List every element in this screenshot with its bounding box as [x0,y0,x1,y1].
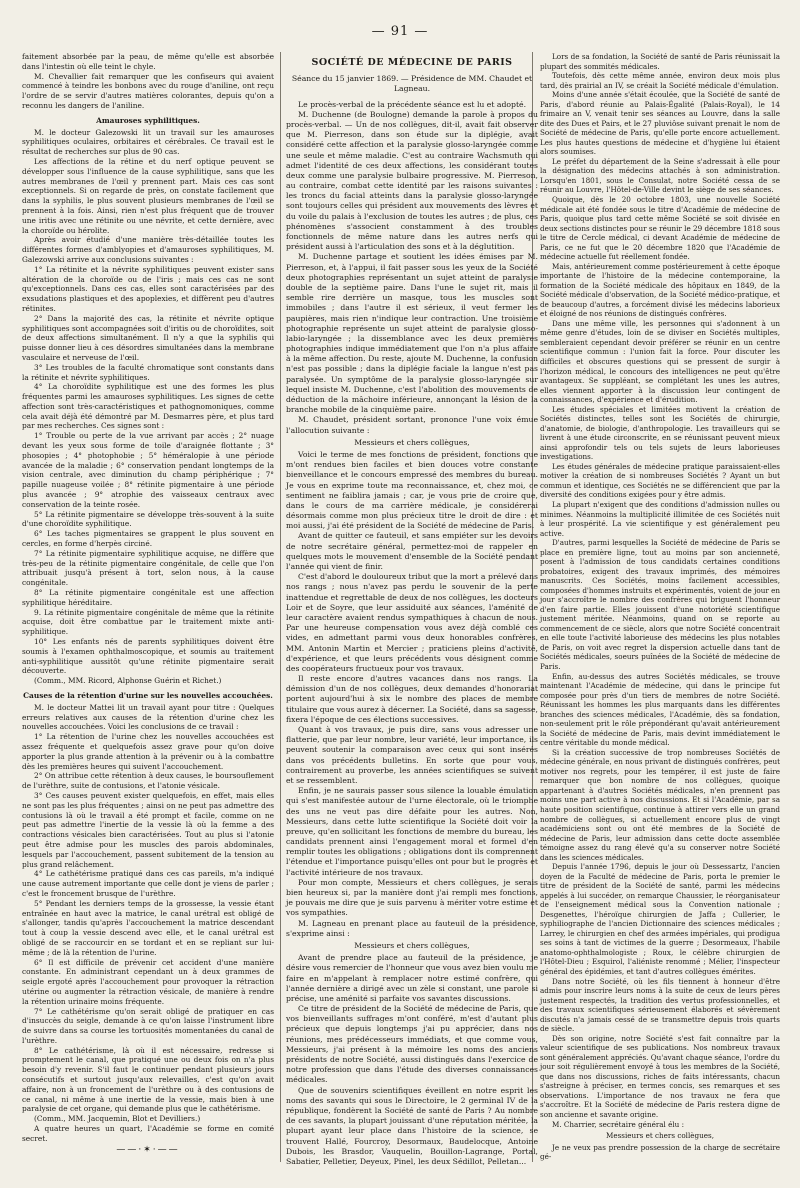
paragraph: 5° La rétinite pigmentaire se développe très-souvent à la suite d'une choroïdite syphilitique. [22,509,274,529]
paragraph: Que de souvenirs scientifiques éveillent en notre esprit les noms des savants qui sous le Directoire, le 2 germinal IV de la république, fondèrent la Société de santé de Paris ? Au nombre de ces savants, la plupart jouissant d'une réputation méritée, la plupart ayant leur place dans l'histoire de la science, se trouvent Hallé, Fourcroy, Desormaux, Baudelocque, Antoine Dubois, les Brasdor, Vauquelin, Bouillon-Lagrange, Portal, Sabatier, Pelletier, Deyeux, Pinel, les deux Sédillot, Pelletan... [286,1085,538,1166]
paragraph: M. le docteur Galezowski lit un travail sur les amauroses syphilitiques oculaires, orbitaires et cérébrales. Ce travail est le résultat de recherches sur plus de 90 cas. [22,127,274,157]
paragraph: 9. La rétinite pigmentaire congénitale de même que la rétinite acquise, doit être combattue par le traitement mixte anti-syphilitique. [22,607,274,637]
paragraph: Ce titre de président de la Société de médecine de Paris, que vos bienveillants suffrages m'ont conféré, m'est d'autant plus précieux que depuis longtemps j'ai pu apprécier, dans nos réunions, mes prédécesseurs immédiats, et que comme vous, Messieurs, j'ai présent à la mémoire les noms des anciens présidents de notre Société, aussi distingués dans l'exercice de notre profession que dans l'étude des diverses connaissances médicales. [286,1004,538,1085]
paragraph: Quant à vos travaux, je puis dire, sans vous adresser une flatterie, que par leur nombre, leur variété, leur importance, ils peuvent soutenir la comparaison avec ceux qui sont insérés dans vos précédents bulletins. En sorte que pour vous, contrairement au proverbe, les années scientifiques se suivent et se ressemblent. [286,725,538,785]
paragraph: Dans une même ville, les personnes qui s'adonnent à un même genre d'études, loin de se diviser en Sociétés multiples, sembleraient cependant devoir préférer se réunir en un centre scientifique commun : l'union fait la force. Pour discuter les difficiles et obscures questions qui se pressent de surgir à l'horizon médical, le concours des intelligences ne peut qu'être avantageux. Se suppléant, se complétant les unes les autres, elles viennent apporter à la discussion leur contingent de connaissances, d'expérience et d'érudition. [540,318,780,405]
paragraph: Enfin, je ne saurais passer sous silence la louable émulation qui s'est manifestée autour de l'urne électorale, où le triomphe des uns ne veut pas dire défaite pour les autres. Non, Messieurs, dans cette lutte scientifique la Société doit voir la preuve, qu'en sollicitant les fonctions de membre du bureau, les candidats prennent ainsi l'engagement moral et formel d'en remplir toutes les obligations ; obligations dont ils comprennent l'étendue et l'importance puisqu'elles ont pour but le progrès et l'activité intérieure de nos travaux. [286,786,538,877]
paragraph: 1° Trouble ou perte de la vue arrivant par accès ; 2° nuage devant les yeux sous forme de toile d'araignée flottante ; 3° phosopies ; 4° photophobie ; 5° héméralopie à une période avancée de la maladie ; 6° conservation pendant longtemps de la vision centrale, avec diminution du champ périphérique ; 7° papille nuageuse voilée ; 8° rétinite pigmentaire à une période plus avancée ; 9° atrophie des vaisseaux centraux avec conservation de la teinte rosée. [22,431,274,509]
paragraph: 1° La rétinite et la névrite syphilitiques peuvent exister sans altération de la choroïde ou de l'iris ; mais ces cas ne sont qu'exceptionnels. Dans ces cas, elles sont caractérisées par des exsudations plastiques et des apoplexies, et diffèrent peu d'autres rétinites. [22,264,274,313]
paragraph: M. Lagneau en prenant place au fauteuil de la présidence, s'exprime ainsi : [286,918,538,938]
paragraph: 3° Ces causes peuvent exister quelquefois, en effet, mais elles ne sont pas les plus fréquentes ; ainsi on ne peut pas admettre des contusions là où le travail a été prompt et facile, comme on ne peut pas admettre l'inertie de la vessie là où la femme a des contractions vésicales bien caractérisées. Tout au plus si l'atonie peut être admise pour les muscles des parois abdominales, lesquels par l'accouchement, passent subitement de la tension au plus grand relâchement. [22,790,274,869]
paragraph: M. le docteur Mattei lit un travail ayant pour titre : Quelques erreurs relatives aux causes de la rétention d'urine chez les nouvelles accouchées. Voici les conclusions de ce travail : [22,702,274,732]
meeting-line: Séance du 15 janvier 1869. — Présidence de MM. Chaudet et Lagneau. [291,74,533,94]
section-title-retention: Causes de la rétention d'urine sur les nouvelles accouchées. [23,691,273,700]
salutation: Messieurs et chers collègues, [606,1131,714,1141]
paragraph: 7° Le cathétérisme qu'on serait obligé de pratiquer en cas d'insuccès du seigle, demande à ce qu'on laisse l'instrument libre de suivre dans sa course les tortuosités momentanées du canal de l'urèthre. [22,1006,274,1045]
paragraph: faitement absorbée par la peau, de même qu'elle est absorbée dans l'intestin où elle teint le chyle. [22,52,274,71]
paragraph: 6° Les taches pigmentaires se grappent le plus souvent en cercles, en forme d'herpès circiné. [22,529,274,549]
paragraph: Le procès-verbal de la précédente séance est lu et adopté. [298,99,527,109]
paragraph: Lors de sa fondation, la Société de santé de Paris réunissait la plupart des sommités médicales. [540,52,780,71]
paragraph: Voici le terme de mes fonctions de président, fonctions que m'ont rendues bien faciles et bien douces votre constante bienveillance et le concours empressé des membres du bureau. Je vous en exprime toute ma reconnaissance, et, chez moi, ce sentiment ne faiblira jamais ; car, je vous prie de croire que, dans le cours de ma carrière médicale, je considérerai désormais comme mon plus précieux titre le droit de dire : et moi aussi, j'ai été président de la Société de médecine de Paris. [286,449,538,531]
paragraph: Mais, antérieurement comme postérieurement à cette époque importante de l'histoire de la médecine contemporaine, la formation de la Société médicale des hôpitaux en 1849, de la Société médicale d'observation, de la Société médico-pratique, et de beaucoup d'autres, a forcément divisé les médecins laborieux et éloigné de nos réunions de distingués confrères. [540,261,780,319]
paragraph: 8° Le cathétérisme, là où il est nécessaire, redresse si promptement le canal, que pratiqué une ou deux fois on n'a plus besoin d'y revenir. S'il faut le continuer pendant plusieurs jours consécutifs et surtout jusqu'aux relevailles, c'est qu'on avait affaire, non à un froncement de l'urèthre ou à des contusions de ce canal, ni même à une inertie de la vessie, mais bien à une paralysie de cet organe, qui demande plus que le cathétérisme. [22,1045,274,1114]
salutation: Messieurs et chers collègues, [354,437,470,447]
paragraph: M. Chevallier fait remarquer que les confiseurs qui avaient commencé à teindre les bonbons avec du rouge d'aniline, ont reçu l'ordre de se servir d'autres matières colorantes, depuis qu'on a reconnu les dangers de l'aniline. [22,71,274,110]
paragraph: 2° On attribue cette rétention à deux causes, le boursouflement de l'urèthre, suite de contusions, et l'atonie vésicale. [22,771,274,791]
paragraph: 8° La rétinite pigmentaire congénitale est une affection syphilitique héréditaire. [22,588,274,607]
paragraph: 1° La rétention de l'urine chez les nouvelles accouchées est assez fréquente et quelquefois assez grave pour qu'on doive apporter la plus grande attention à la prévenir ou à la combattre dès les premières heures qui suivent l'accouchement. [22,732,274,771]
paragraph: (Comm., MM. Ricord, Alphonse Guérin et Richet.) [34,676,222,686]
paragraph: Quoique, dès le 20 octobre 1803, une nouvelle Société médicale ait été fondée sous le titre d'Académie de médecine de Paris, quoique plus tard cette même Société se soit divisée en deux sections distinctes pour se réunir le 29 décembre 1818 sous le titre de Cercle médical, ci devant Académie de médecine de Paris, ce ne fut que le 20 décembre 1820 que l'Académie de médecine actuelle fut réellement fondée. [540,194,780,262]
paragraph: Le préfet du département de la Seine s'adressait à elle pour la désignation des médecins attachés à son administration. Lorsqu'en 1801, sous le Consulat, notre Société cessa de se réunir au Louvre, l'Hôtel-de-Ville devint le siège de ses séances. [540,156,780,195]
paragraph: Avant de quitter ce fauteuil, et sans empiéter sur les devoirs de notre secrétaire général, permettez-moi de rappeler en quelques mots le mouvement d'ensemble de la Société pendant l'année qui vient de finir. [286,531,538,571]
paragraph: Les études spéciales et limitées motivent la création de Sociétés distinctes, telles sont les Sociétés de chirurgie, d'anatomie, de biologie, d'anthropologie. Les travailleurs qui se livrent à une étude circonscrite, en se réunissant peuvent mieux ainsi approfondir tels ou tels sujets de leurs laborieuses investigations. [540,404,780,462]
paragraph: 2° Dans la majorité des cas, la rétinite et névrite optique syphilitiques sont accompagnées soit d'iritis ou de choroïdites, soit de deux affections simultanément. Il n'y a que la syphilis qui puisse donner lieu à ces désordres simultanées dans la membrane vasculaire et nerveuse de l'œil. [22,313,274,362]
paragraph: 4° Le cathétérisme pratiqué dans ces cas pareils, m'a indiqué une cause autrement importante que celle dont je viens de parler ; c'est le froncement brusque de l'urèthre. [22,869,274,898]
society-title: SOCIÉTÉ DE MÉDECINE DE PARIS [311,57,513,68]
paragraph: Je ne veux pas prendre possession de la charge de secrétaire gé- [540,1142,780,1162]
paragraph: (Comm., MM. Jacquemin, Blot et Devilliers.) [34,1114,201,1124]
page-number: — 91 — [371,24,429,39]
paragraph: Dès son origine, notre Société s'est fait connaître par la valeur scientifique de ses publications. Nos nombreux travaux sont généralement appréciés. Qu'avant chaque séance, l'ordre du jour soit régulièrement envoyé à tous les membres de la Société, que dans nos discussions, riches de faits intéressants, chacun s'astreigne à préciser, en termes concis, ses remarques et ses observations. L'importance de nos travaux ne fera que s'accroître. Et la Société de médecine de Paris restera digne de son ancienne et savante origine. [540,1033,780,1119]
paragraph: Les études générales de médecine pratique paraissaient-elles motiver la création de si nombreuses Sociétés ? Ayant un but commun et identique, ces Sociétés ne se différencient que par la diversité des conditions exigées pour y être admis. [540,461,780,500]
paragraph: D'autres, parmi lesquelles la Société de médecine de Paris se place en première ligne, tout au moins par son ancienneté, posent à l'admission de tous candidats certaines conditions probatoires, exigent des travaux imprimés, des mémoires manuscrits. Ces Sociétés, moins facilement accessibles, composées d'hommes instruits et expérimentés, voient de jour en jour s'accroître le nombre des confrères qui briguent l'honneur d'en faire partie. Elles jouissent d'une notoriété scientifique justement méritée. Néanmoins, quand on se reporte au commencement de ce siècle, alors que notre Société concentrait en elle toute l'activité laborieuse des médecins les plus notables de Paris, on voit avec regret la dispersion actuelle dans tant de Sociétés médicales, soeurs puînées de la Société de médecine de Paris. [540,538,780,671]
paragraph: 10° Les enfants nés de parents syphilitiques doivent être soumis à l'examen ophthalmoscopique, et soumis au traitement anti-syphilitique aussitôt qu'une rétinite pigmentaire serait découverte. [22,637,274,676]
column-divider-left [280,52,281,1162]
paragraph: M. Duchenne (de Boulogne) demande la parole à propos du procès-verbal. — Un de nos collègues, dit-il, avait fait observer que M. Pierreson, dans son étude sur la diplégie, avait considéré cette affection et la paralysie glosso-laryngée comme une seule et même maladie. C'est au contraire Wachsmuth qui admet l'identité de ces deux affections, les considérant toutes deux comme une paralysie bulbaire progressive. M. Pierreson, au contraire, combat cette identité par les raisons suivantes : les troncs du facial atteints dans la paralysie glosso-laryngée sont toujours celles qui président aux mouvements des lèvres et du voile du palais à l'exclusion de toutes les autres ; de plus, ces phénomènes s'associent constamment à des troubles fonctionnels de même nature dans les autres nerfs qui président aussi à l'articulation des sons et à la déglutition. [286,109,538,252]
paragraph: 7° La rétinite pigmentaire syphilitique acquise, ne diffère que très-peu de la rétinite pigmentaire congénitale, de celle que l'on attribuait jusqu'à présent à tort, selon nous, à la cause congénitale. [22,548,274,588]
paragraph: M. Duchenne partage et soutient les idées émises par M. Pierreson, et, à l'appui, il fait passer sous les yeux de la Société deux photographies représentant un sujet atteint de paralysie double de la septième paire. Dans l'une le sujet rit, mais il semble rire derrière un masque, tous les muscles sont immobiles ; dans l'autre il est sérieux, il veut fermer les paupières, mais rien n'indique leur contraction. Une troisième photographie représente un sujet atteint de paralysie glosso-labio-laryngée ; la dissemblance avec les deux premières photographies indique immédiatement que l'on n'a plus affaire à la même affection. Du reste, ajoute M. Duchenne, la confusion n'est pas possible ; dans la diplégie faciale la langue n'est pas paralysée. Un symptôme de la paralysie glosso-laryngée sur lequel insiste M. Duchenne, c'est l'abolition des mouvements de déduction de la mâchoire inférieure, annonçant la lésion de la branche mobile de la cinquième paire. [286,252,538,415]
paragraph: Les affections de la rétine et du nerf optique peuvent se développer sous l'influence de la cause syphilitique, sans que les autres membranes de l'œil y prennent part. Mais ces cas sont exceptionnels. Si on regarde de près, on constate facilement que dans la syphilis, le plus souvent plusieurs membranes de l'œil se prennent à la fois. Ainsi, rien n'est plus fréquent que de trouver une iritis avec une rétinite ou une névrite, et cette dernière, avec la choroïde ou hérolite. [22,156,274,235]
paragraph: Moins d'une année s'était écoulée, que la Société de santé de Paris, d'abord réunie au Palais-Égalité (Palais-Royal), le 14 frimaire an V, venait tenir ses séances au Louvre, dans la salle dite des Dues et Pairs, et le 27 pluviôse suivant prenait le nom de Société de médecine de Paris, qu'elle porte encore actuellement. Les plus hautes questions de médecine et d'hygiène lui étaient alors soumises. [540,90,780,157]
paragraph: Après avoir étudié d'une manière très-détaillée toutes les différentes formes d'amblyopies et d'amauroses syphilitiques, M. Galezowski arrive aux conclusions suivantes : [22,235,274,264]
salutation: Messieurs et chers collègues, [354,940,470,950]
paragraph: Dans notre Société, où les fils tiennent à honneur d'être admis pour inscrire leurs noms à la suite de ceux de leurs pères justement respectés, la tradition des vertus professionnelles, et des travaux scientifiques sérieusement élaborés et sévèrement discutés n'a jamais cessé de se transmettre depuis trois quarts de siècle. [540,976,780,1034]
paragraph: M. Charrier, secrétaire général élu : [552,1119,685,1129]
paragraph: Avant de prendre place au fauteuil de la présidence, je désire vous remercier de l'honneur que vous avez bien voulu me faire en m'appelant à remplacer notre estimé confrère, qui l'année dernière a dirigé avec un zèle si constant, une parole si précise, une aménité si parfaite vos savantes discussions. [286,953,538,1003]
paragraph: Pour mon compte, Messieurs et chers collègues, je serais bien heureux si, par la manière dont j'ai rempli mes fonctions, je pouvais me dire que je suis parvenu à mériter votre estime et vos sympathies. [286,877,538,918]
paragraph: Si la création successive de trop nombreuses Sociétés de médecine générale, en nous privant de distingués confrères, peut motiver nos regrets, pour les tempérer, il est juste de faire remarquer que bon nombre de nos collègues, quoique appartenant à d'autres Sociétés médicales, n'en prennent pas moins une part active à nos discussions. Et si l'Académie, par sa haute position scientifique, continue à attirer vers elle un grand nombre de collègues, si actuellement encore plus de vingt académiciens sont ou ont été membres de la Société de médecine de Paris, leur admission dans cette docte assemblée témoigne assez du rang élevé qu'a su conserver notre Société dans les sciences médicales. [540,747,780,862]
paragraph: La plupart n'exigent que des conditions d'admission nulles ou minimes. Néanmoins la multiplicité illimitée de ces Sociétés nuit à leur prospérité. La vie scientifique y est généralement peu active. [540,499,780,538]
paragraph: Depuis l'année 1796, depuis le jour où Dessessartz, l'ancien doyen de la Faculté de médecine de Paris, porta le premier le titre de président de la Société de santé, parmi les médecins appelés à lui succéder, on remarque Chaussier, le réorganisateur de l'enseignement médical sous la Convention nationale ; Desgenettes, l'héroïque chirurgien de Jaffa ; Cullerier, le syphiliographe de l'ancien Dictionnaire des sciences médicales ; Larrey, le chirurgien en chef des armées impériales, qui prodigua ses soins à tant de victimes de la guerre ; Desormeaux, l'habile anatomo-ophthalmologiste ; Roux, le célèbre chirurgien de l'Hôtel-Dieu ; Esquirol, l'aliéniste renommé ; Mélier, l'inspecteur général des épidémies, et tant d'autres collègues émérites. [540,862,780,976]
paragraph: Il reste encore d'autres vacances dans nos rangs. La démission d'un de nos collègues, deux demandes d'honorariat portent aujourd'hui à six le nombre des places de membre titulaire que vous aurez à décerner. La Société, dans sa sagesse, fixera l'époque de ces élections successives. [286,674,538,724]
end-ornament: ——·✶·—— [116,1144,180,1155]
paragraph: 5° Pendant les derniers temps de la grossesse, la vessie étant entraînée en haut avec la matrice, le canal urétral est obligé de s'allonger, tandis qu'après l'accouchement la matrice descendant tout à coup la vessie descend avec elle, et le canal urétral est obligé de se raccourcir en se tordant et en se repliant sur lui-même ; de là la rétention de l'urine. [22,898,274,957]
section-title-amauroses: Amauroses syphilitiques. [96,115,200,125]
paragraph: 6° Il est difficile de prévenir cet accident d'une manière constante. En administrant cependant un à deux grammes de seigle ergoté après l'accouchement pour provoquer la rétraction utérine ou augmenter la rétraction vésicale, de manière à rendre la rétention urinaire moins fréquente. [22,957,274,1006]
paragraph: 3° Les troubles de la faculté chromatique sont constants dans la rétinite et névrite syphilitiques. [22,362,274,382]
paragraph: Toutefois, dès cette même année, environ deux mois plus tard, dès prairial an IV, se créait la Société médicale d'émulation. [540,71,780,90]
paragraph: M. Chaudet, président sortant, prononce l'une voix émue l'allocution suivante : [286,415,538,435]
column-right [540,52,780,1162]
column-left [22,52,274,1155]
paragraph: Enfin, au-dessus des autres Sociétés médicales, se trouve maintenant l'Académie de médecine, qui dans le principe fut composée pour près d'un tiers de membres de notre Société. Réunissant les hommes les plus marquants dans les différentes branches des sciences médicales, l'Académie, dès sa fondation, non-seulement prit le rôle prépondérant qu'avait antérieurement la Société de médecine de Paris, mais devint immédiatement le centre véritable du monde médical. [540,671,780,748]
paragraph: A quatre heures un quart, l'Académie se forme en comité secret. [22,1124,274,1143]
column-middle [286,52,538,1167]
paragraph: 4° La choroïdite syphilitique est une des formes les plus fréquentes parmi les amauroses syphilitiques. Les signes de cette affection sont très-caractéristiques et pathognomoniques, comme cela avait déjà été démontré par M. Desmarres père, et plus tard par mes recherches. Ces signes sont : [22,382,274,431]
paragraph: C'est d'abord le douloureux tribut que la mort a prélevé dans nos rangs ; nous n'avez pas perdu le souvenir de la perte inattendue et regrettable de deux de nos collègues, les docteurs Loir et de Soyre, que leur assiduité aux séances, l'aménité de leur caractère avaient rendus sympathiques à chacun de nous. Par une heureuse compensation vous avez déjà comblé ces vides, en admettant parmi vous deux honorables confrères, MM. Antonin Martin et Mercier ; praticiens pleins d'activité, d'expérience, et que leurs précédents vous désignent comme des coopérateurs fructueux pour vos travaux. [286,572,538,673]
